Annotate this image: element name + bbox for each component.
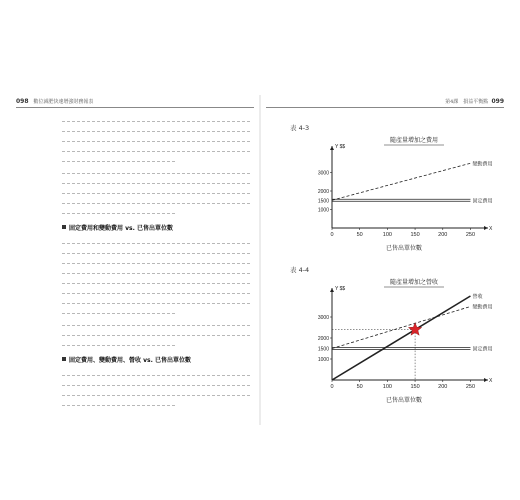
x-tick-label: 250 xyxy=(465,232,476,238)
square-bullet-icon xyxy=(62,225,66,229)
series-variable-cost-line xyxy=(332,307,470,349)
y-tick-label: 3000 xyxy=(317,170,329,177)
x-tick-label: 100 xyxy=(382,384,392,390)
series-label: 固定費用 xyxy=(472,198,493,205)
right-page xyxy=(260,0,520,500)
y-axis-label: Y $$ xyxy=(335,144,346,150)
right-header-rule xyxy=(266,107,504,108)
paragraph xyxy=(62,238,252,318)
paragraph xyxy=(62,370,252,410)
right-running-head xyxy=(445,98,504,105)
y-axis-label: Y $$ xyxy=(335,286,346,292)
x-tick-label: 150 xyxy=(410,232,420,238)
y-tick-label: 1000 xyxy=(317,207,329,214)
x-tick-label: 50 xyxy=(356,384,363,390)
x-tick-label: 200 xyxy=(438,232,448,238)
chart-4-4 xyxy=(298,274,498,404)
right-chapter-title: 第4課 損益平衡點 xyxy=(445,99,489,105)
square-bullet-icon xyxy=(62,357,66,361)
series-label: 變動費用 xyxy=(472,304,493,311)
left-body xyxy=(62,116,252,412)
x-tick-label: 0 xyxy=(330,232,334,238)
y-tick-label: 2000 xyxy=(317,336,329,342)
series-revenue-line xyxy=(332,296,470,380)
x-axis-arrow-icon xyxy=(484,226,488,230)
x-tick-label: 0 xyxy=(330,384,334,390)
x-axis-label: 已售出單位數 xyxy=(385,398,423,404)
left-running-head xyxy=(16,98,93,105)
series-variable-cost-line xyxy=(332,163,470,200)
x-axis-arrow-icon xyxy=(484,378,488,382)
figure-label-4-3: 表 4-3 xyxy=(290,124,310,132)
y-tick-label: 3000 xyxy=(317,315,329,321)
series-label: 固定費用 xyxy=(472,346,493,353)
paragraph xyxy=(62,168,252,218)
y-tick-label: 2000 xyxy=(317,189,329,195)
left-page-number: 098 xyxy=(16,98,29,105)
paragraph xyxy=(62,116,252,166)
right-page-number: 099 xyxy=(491,98,504,105)
x-tick-label: 100 xyxy=(382,232,392,238)
y-intercept-label: 1500 xyxy=(317,198,329,205)
y-axis-arrow-icon xyxy=(330,146,334,150)
x-tick-label: 250 xyxy=(465,384,476,390)
section-heading-2: 固定費用、變動費用、營收 vs. 已售出單位數 xyxy=(62,356,252,366)
series-label: 變動費用 xyxy=(472,161,493,168)
left-header-rule xyxy=(16,107,254,108)
x-axis-end-label: X xyxy=(489,226,493,232)
x-tick-label: 200 xyxy=(438,384,448,390)
x-tick-label: 50 xyxy=(356,232,363,238)
chart-title: 隨產量增加之費用 xyxy=(389,138,439,144)
section-heading-1: 固定費用和變動費用 vs. 已售出單位數 xyxy=(62,224,252,234)
x-axis-label: 已售出單位數 xyxy=(385,246,423,252)
y-axis-arrow-icon xyxy=(330,288,334,292)
x-axis-end-label: X xyxy=(489,378,493,384)
chart-4-3 xyxy=(298,132,498,252)
y-intercept-label: 1500 xyxy=(317,346,329,353)
x-tick-label: 150 xyxy=(410,384,420,390)
y-tick-label: 1000 xyxy=(317,357,329,363)
left-book-title: 數位減肥快速增強財務報表 xyxy=(33,99,94,105)
chart-title: 隨產量增加之營收 xyxy=(389,280,439,286)
series-label: 營收 xyxy=(472,294,483,300)
paragraph xyxy=(62,320,252,350)
figure-label-4-4: 表 4-4 xyxy=(290,266,310,274)
